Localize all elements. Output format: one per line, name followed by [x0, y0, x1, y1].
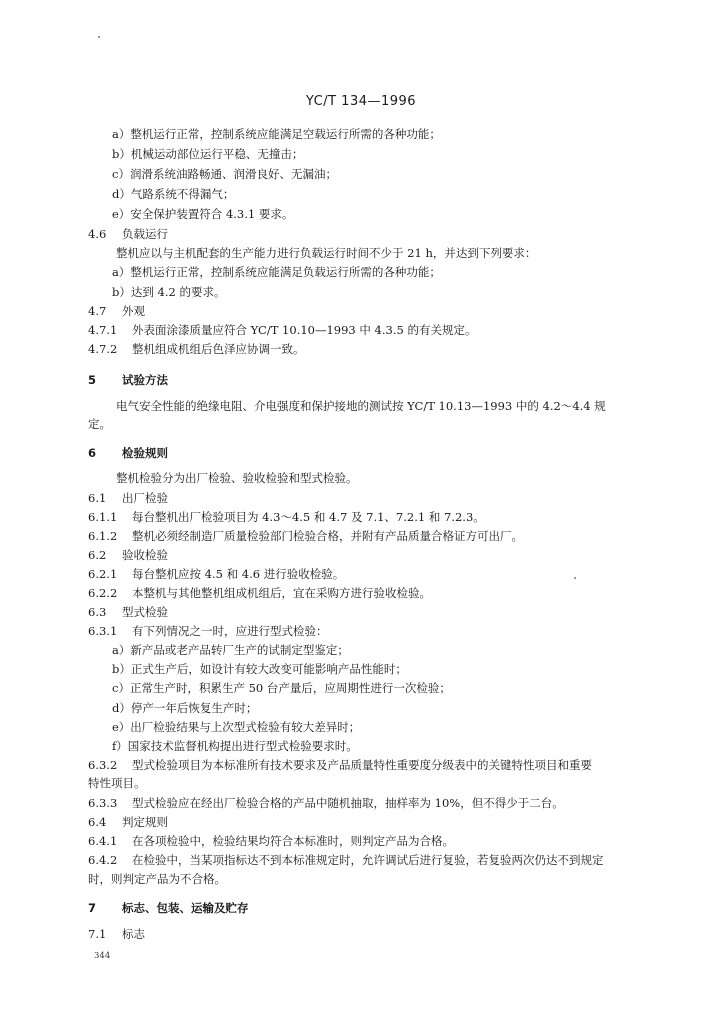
line-text: a）新产品或老产品转厂生产的试制定型鉴定； [112, 643, 349, 657]
clause-number: 4.7.1 [88, 323, 118, 337]
text-line [116, 398, 696, 414]
line-text: d）气路系统不得漏气； [112, 187, 235, 201]
text-line [88, 303, 668, 319]
text-line [88, 322, 668, 338]
line-text: 整机必须经制造厂质量检验部门检验合格，并附有产品质量合格证方可出厂。 [132, 529, 523, 543]
text-line [112, 719, 692, 735]
text-line [116, 470, 696, 486]
text-line [88, 490, 668, 506]
text-line [112, 206, 692, 222]
clause-number: 6 [88, 446, 97, 460]
clause-number: 7.1 [88, 927, 107, 941]
line-text: 整机组成机组后色泽应协调一致。 [132, 342, 305, 356]
text-line [88, 852, 668, 868]
line-text: e）出厂检验结果与上次型式检验有较大差异时； [112, 720, 361, 734]
text-line [88, 341, 668, 357]
text-line [112, 738, 692, 754]
line-text: 整机检验分为出厂检验、验收检验和型式检验。 [116, 471, 358, 485]
line-text: e）安全保护装置符合 4.3.1 要求。 [112, 207, 294, 221]
line-text: b）机械运动部位运行平稳、无撞击； [112, 147, 304, 161]
line-text: c）润滑系统油路畅通、润滑良好、无漏油； [112, 167, 337, 181]
text-line [88, 445, 668, 461]
text-line [112, 126, 692, 142]
line-text: 整机应以与主机配套的生产能力进行负载运行时间不少于 21 h，并达到下列要求： [116, 246, 537, 260]
line-text: 有下列情况之一时，应进行型式检验： [132, 624, 328, 638]
line-text: 在检验中，当某项指标达不到本标准规定时，允许调试后进行复验，若复验两次仍达不到规定 [132, 853, 604, 867]
text-line [88, 416, 668, 432]
line-text: 检验规则 [122, 446, 168, 460]
text-line [88, 900, 668, 916]
line-text: 外观 [122, 304, 145, 318]
line-text: 型式检验 [122, 605, 168, 619]
text-line [88, 566, 668, 582]
scan-speck [98, 36, 100, 38]
text-line [88, 926, 668, 942]
text-line [88, 833, 668, 849]
line-text: 标志 [122, 927, 145, 941]
line-text: d）停产一年后恢复生产时； [112, 701, 258, 715]
line-text: 出厂检验 [122, 491, 168, 505]
scan-speck [574, 577, 576, 579]
line-text: 时，则判定产品为不合格。 [88, 872, 226, 886]
text-line [112, 186, 692, 202]
text-line [88, 871, 668, 887]
line-text: f）国家技术监督机构提出进行型式检验要求时。 [112, 739, 358, 753]
clause-number: 6.3.1 [88, 624, 118, 638]
clause-number: 4.6 [88, 227, 107, 241]
clause-number: 6.3.3 [88, 796, 118, 810]
standard-code-header: YC/T 134—1996 [305, 94, 417, 109]
line-text: 每台整机出厂检验项目为 4.3～4.5 和 4.7 及 7.1、7.2.1 和 7.2.3。 [132, 510, 485, 524]
line-text: 在各项检验中，检验结果均符合本标准时，则判定产品为合格。 [132, 834, 454, 848]
line-text: 电气安全性能的绝缘电阻、介电强度和保护接地的测试按 YC/T 10.13—1993 中的 4.2～4.4 规 [116, 399, 606, 413]
line-text: 验收检验 [122, 548, 168, 562]
clause-number: 6.3.2 [88, 758, 118, 772]
text-line [112, 146, 692, 162]
line-text: 定。 [88, 417, 111, 431]
clause-number: 6.4 [88, 815, 107, 829]
line-text: b）正式生产后，如设计有较大改变可能影响产品性能时； [112, 662, 407, 676]
text-line [88, 623, 668, 639]
text-line [112, 264, 692, 280]
line-text: 标志、包装、运输及贮存 [122, 901, 249, 915]
clause-number: 4.7 [88, 304, 107, 318]
text-line [112, 166, 692, 182]
line-text: 试验方法 [122, 373, 168, 387]
clause-number: 7 [88, 901, 97, 915]
line-text: a）整机运行正常，控制系统应能满足空载运行所需的各种功能； [112, 127, 441, 141]
text-line [112, 284, 692, 300]
text-line [88, 585, 668, 601]
line-text: 负载运行 [122, 227, 168, 241]
clause-number: 6.4.2 [88, 853, 118, 867]
line-text: 型式检验项目为本标准所有技术要求及产品质量特性重要度分级表中的关键特性项目和重要 [132, 758, 592, 772]
text-line [112, 700, 692, 716]
clause-number: 4.7.2 [88, 342, 118, 356]
text-line [116, 245, 696, 261]
text-line [112, 642, 692, 658]
line-text: a）整机运行正常，控制系统应能满足负载运行所需的各种功能； [112, 265, 441, 279]
text-line [88, 372, 668, 388]
line-text: 外表面涂漆质量应符合 YC/T 10.10—1993 中 4.3.5 的有关规定。 [132, 323, 477, 337]
text-line [88, 226, 668, 242]
clause-number: 6.4.1 [88, 834, 118, 848]
clause-number: 6.2.1 [88, 567, 118, 581]
clause-number: 6.1 [88, 491, 107, 505]
text-line [88, 604, 668, 620]
clause-number: 6.1.2 [88, 529, 118, 543]
text-line [88, 528, 668, 544]
line-text: c）正常生产时，积累生产 50 台产量后，应周期性进行一次检验； [112, 681, 451, 695]
line-text: 每台整机应按 4.5 和 4.6 进行验收检验。 [132, 567, 345, 581]
line-text: 判定规则 [122, 815, 168, 829]
page-number: 344 [94, 951, 111, 961]
text-line [88, 775, 668, 791]
line-text: b）达到 4.2 的要求。 [112, 285, 226, 299]
clause-number: 5 [88, 373, 97, 387]
text-line [88, 757, 668, 773]
clause-number: 6.2.2 [88, 586, 118, 600]
text-line [112, 661, 692, 677]
line-text: 特性项目。 [88, 776, 146, 790]
line-text: 型式检验应在经出厂检验合格的产品中随机抽取，抽样率为 10%，但不得少于二台。 [132, 796, 564, 810]
text-line [112, 680, 692, 696]
line-text: 本整机与其他整机组成机组后，宜在采购方进行验收检验。 [132, 586, 431, 600]
text-line [88, 547, 668, 563]
clause-number: 6.3 [88, 605, 107, 619]
text-line [88, 814, 668, 830]
clause-number: 6.2 [88, 548, 107, 562]
text-line [88, 509, 668, 525]
clause-number: 6.1.1 [88, 510, 118, 524]
text-line [88, 795, 668, 811]
